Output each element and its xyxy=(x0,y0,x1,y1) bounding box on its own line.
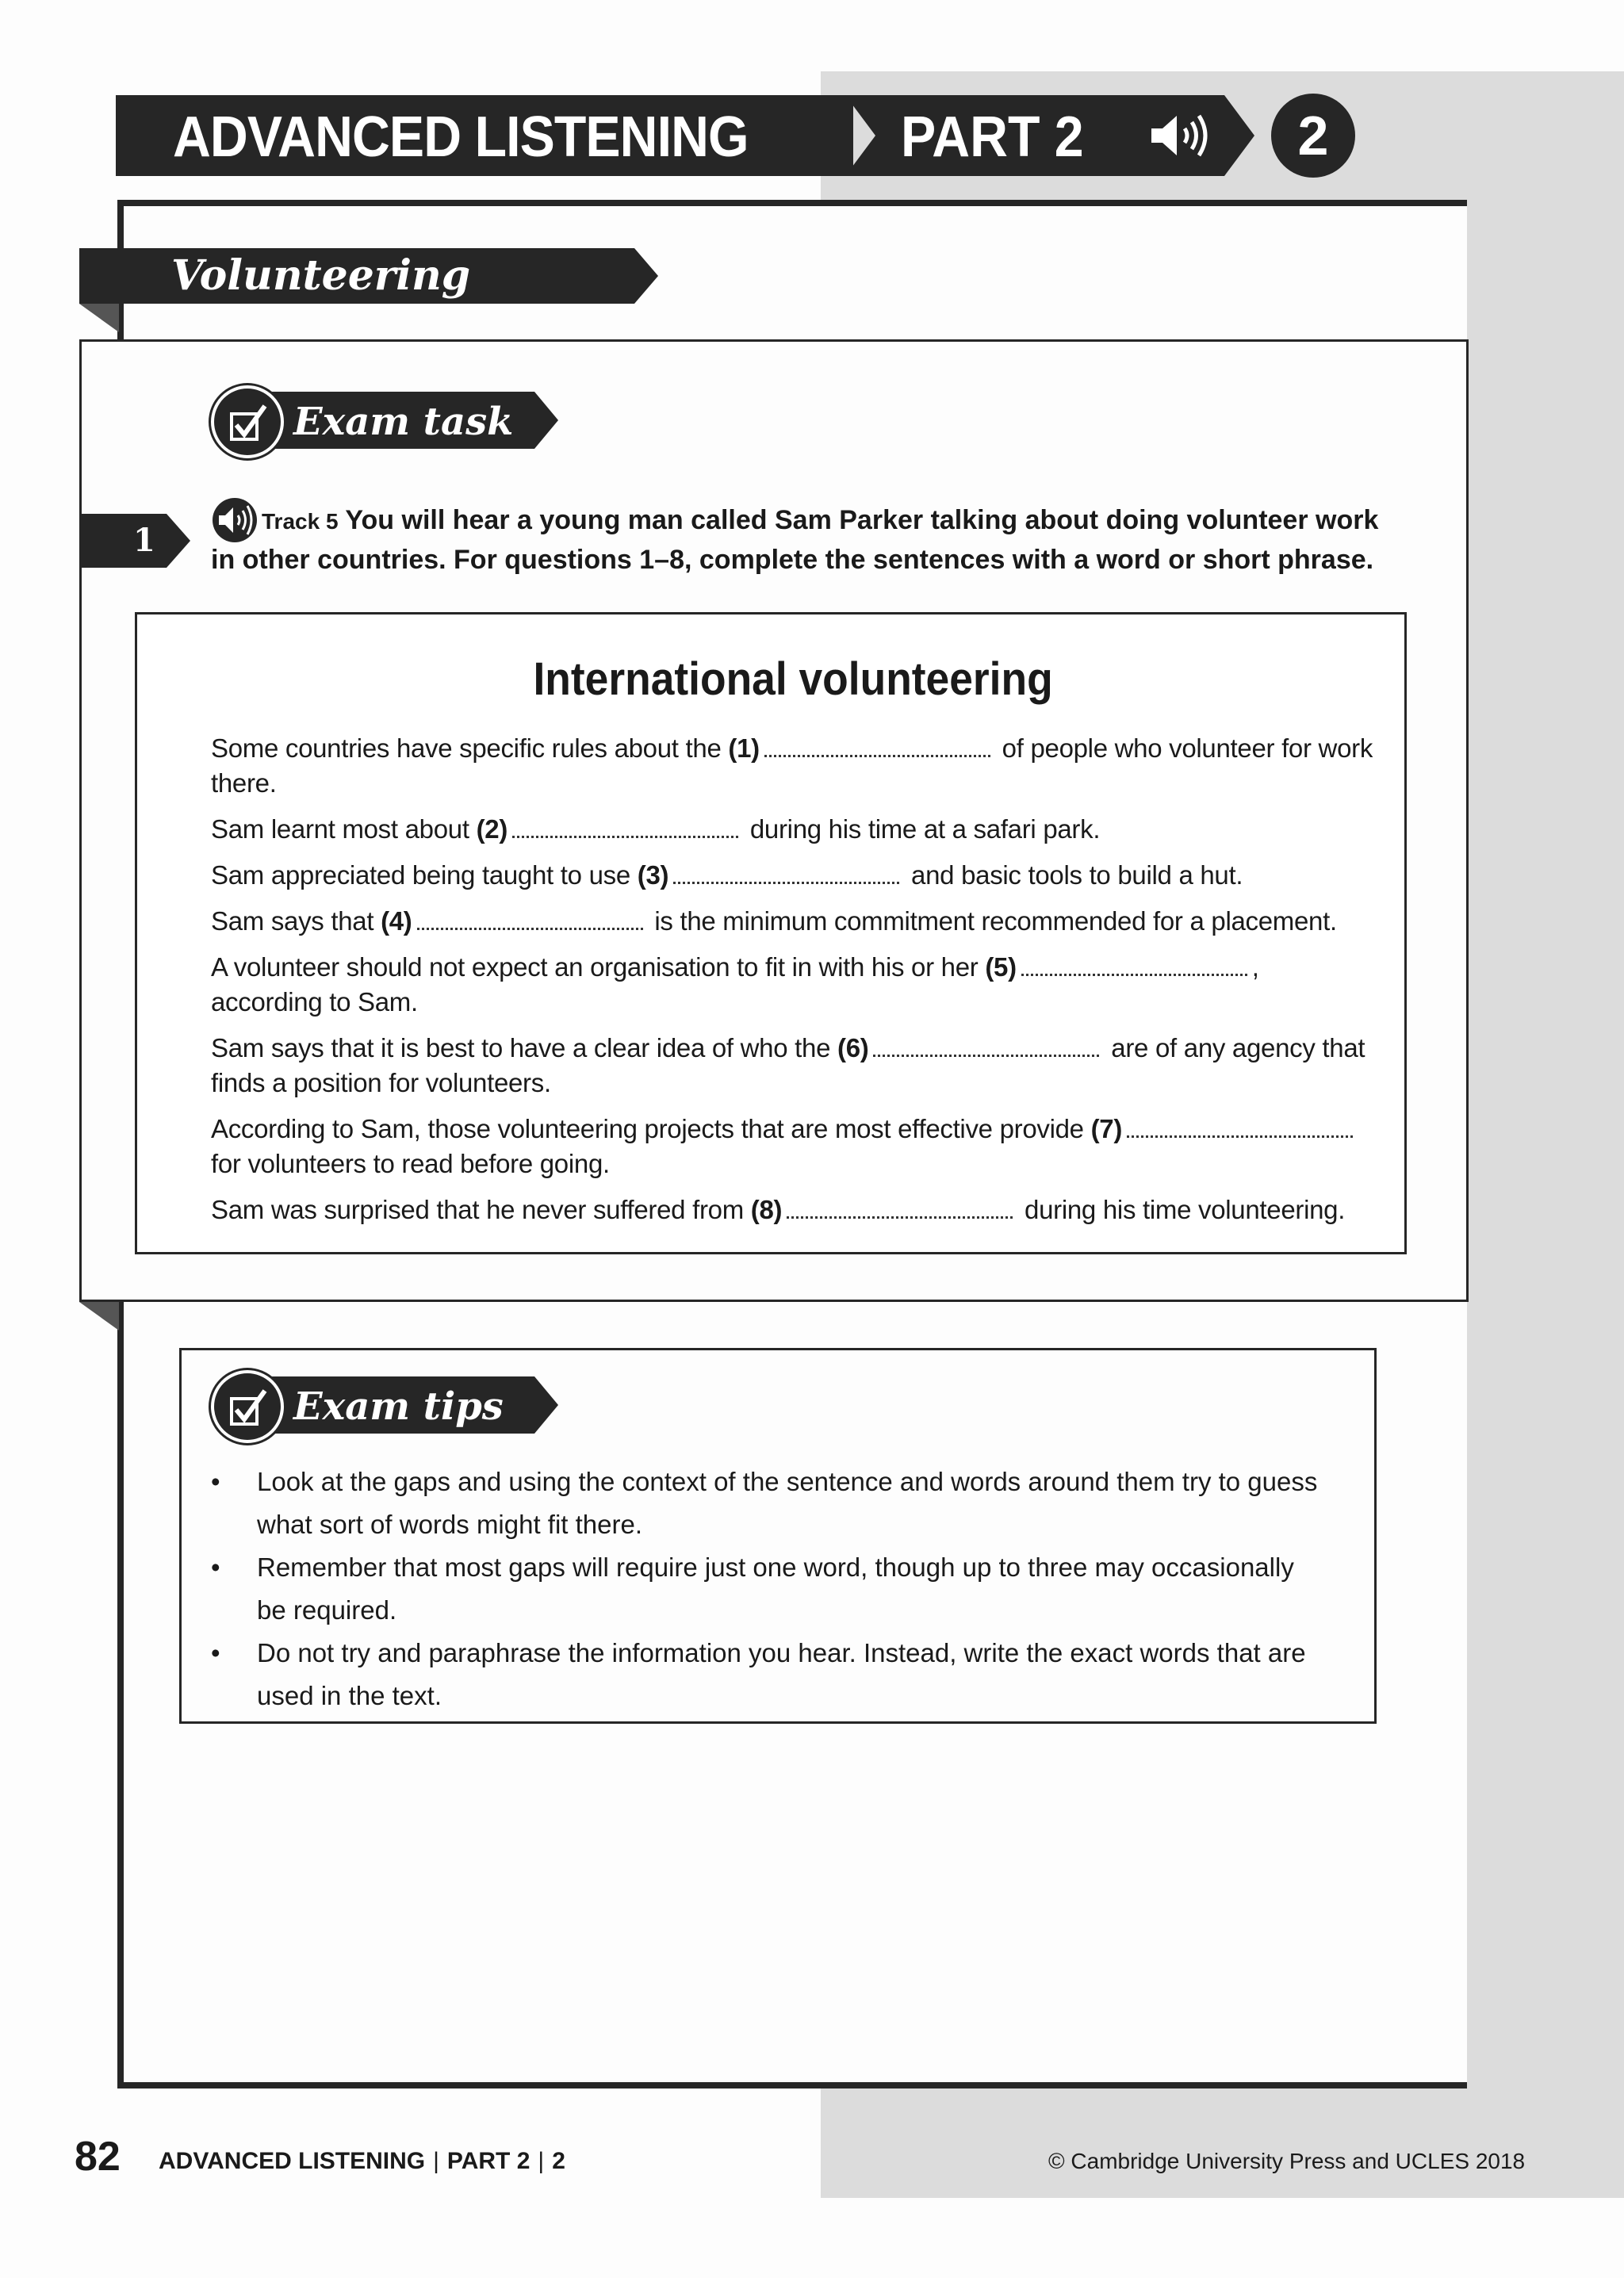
checkbox-tick-icon xyxy=(211,385,284,458)
question-number: 1 xyxy=(133,522,155,559)
task-instructions xyxy=(211,501,1400,579)
question-gap-number: (6) xyxy=(837,1033,869,1062)
answer-gap[interactable] xyxy=(764,733,990,757)
part-label: PART 2 xyxy=(901,105,1084,169)
exam-task-fold xyxy=(79,1302,119,1330)
question-gap-number: (7) xyxy=(1090,1114,1123,1143)
question-gap-number: (1) xyxy=(728,733,760,763)
sentence-text: during his time volunteering. xyxy=(1017,1195,1346,1224)
sentence-item xyxy=(211,950,1377,1020)
answer-gap[interactable] xyxy=(873,1033,1099,1057)
sentence-item xyxy=(211,731,1377,801)
tip-item: • Remember that most gaps will require just one word, though up to three may occasionally be required. xyxy=(211,1546,1321,1632)
sentence-text: for volunteers to read before going. xyxy=(211,1149,610,1178)
part-number-badge: 2 xyxy=(1271,94,1355,178)
background-panel-bottom xyxy=(821,2087,1624,2198)
sentence-list xyxy=(211,731,1377,1239)
sentence-text: during his time at a safari park. xyxy=(743,814,1101,844)
section-tab-fold xyxy=(79,304,119,332)
background-panel-side xyxy=(1467,198,1624,2089)
exam-task-label: Exam task xyxy=(293,400,514,444)
sentence-item xyxy=(211,1193,1377,1227)
sentence-text: are of any agency that finds a position for volunteers. xyxy=(211,1033,1365,1097)
sentence-text: Sam learnt most about xyxy=(211,814,477,844)
answer-gap[interactable] xyxy=(787,1195,1013,1219)
answer-gap[interactable] xyxy=(1127,1114,1353,1138)
sentence-item xyxy=(211,1112,1377,1181)
sentence-item xyxy=(211,812,1377,847)
tip-item: • Look at the gaps and using the context of the sentence and words around them try to guess what sort of words might fit there. xyxy=(211,1461,1321,1546)
sentence-text: of people who volunteer for work there. xyxy=(211,733,1373,798)
answer-gap[interactable] xyxy=(673,860,899,884)
instructions-text: You will hear a young man called Sam Parker talking about doing volunteer work in other countries. For questions 1–8, complete the sentences with a word or short phrase. xyxy=(211,505,1379,575)
header-title: ADVANCED LISTENING xyxy=(173,105,749,169)
speaker-icon xyxy=(1148,111,1212,160)
sentence-text: According to Sam, those volunteering projects that are most effective provide xyxy=(211,1114,1091,1143)
section-title: Volunteering xyxy=(171,251,471,300)
sentence-text: and basic tools to build a hut. xyxy=(904,860,1243,890)
footer-number: 2 xyxy=(552,2148,565,2174)
question-gap-number: (8) xyxy=(750,1195,783,1224)
tips-list xyxy=(211,1461,1321,1717)
checkbox-tick-icon xyxy=(211,1370,284,1443)
sentence-text: , according to Sam. xyxy=(211,952,1259,1016)
copyright: © Cambridge University Press and UCLES 2018 xyxy=(1048,2149,1526,2173)
sentence-text: Sam says that xyxy=(211,906,381,936)
sentence-item xyxy=(211,1031,1377,1101)
sentence-text: is the minimum commitment recommended for a placement. xyxy=(647,906,1337,936)
answer-gap[interactable] xyxy=(1021,952,1247,976)
track-label: Track 5 xyxy=(262,509,339,534)
sentence-text: Sam says that it is best to have a clear idea of who the xyxy=(211,1033,837,1062)
sentence-text: Some countries have specific rules about the xyxy=(211,733,729,763)
question-gap-number: (2) xyxy=(476,814,508,844)
exam-tips-label: Exam tips xyxy=(293,1384,504,1429)
sentence-item xyxy=(211,904,1377,939)
task-box-title: International volunteering xyxy=(533,653,1053,705)
question-gap-number: (3) xyxy=(637,860,669,890)
sentence-text: A volunteer should not expect an organisation to fit in with his or her xyxy=(211,952,986,982)
answer-gap[interactable] xyxy=(417,906,643,930)
question-gap-number: (5) xyxy=(985,952,1017,982)
footer-part: PART 2 xyxy=(446,2148,530,2174)
footer-section: ADVANCED LISTENING xyxy=(159,2148,426,2174)
page-number: 82 xyxy=(75,2134,121,2180)
tip-item: • Do not try and paraphrase the information you hear. Instead, write the exact words that are used in the text. xyxy=(211,1632,1321,1717)
sentence-item xyxy=(211,858,1377,893)
answer-gap[interactable] xyxy=(512,814,738,838)
sentence-text: Sam was surprised that he never suffered from xyxy=(211,1195,751,1224)
footer-breadcrumb: ADVANCED LISTENING | PART 2 | 2 xyxy=(159,2148,565,2174)
sentence-text: Sam appreciated being taught to use xyxy=(211,860,638,890)
question-gap-number: (4) xyxy=(381,906,412,936)
